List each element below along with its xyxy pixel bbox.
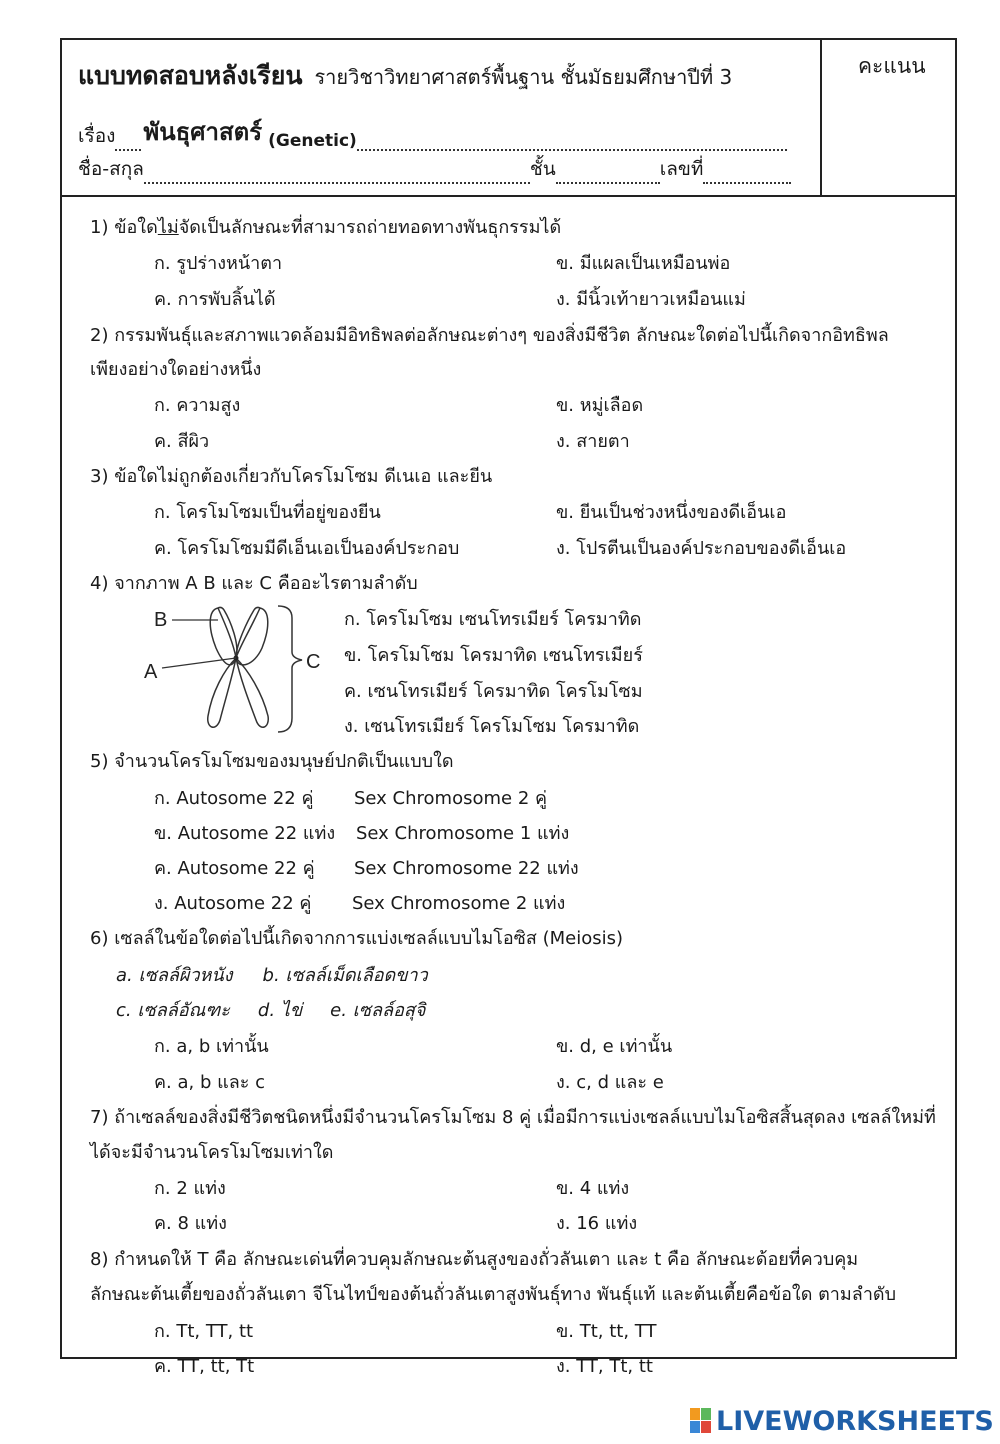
label-c: C [306,651,321,673]
topic-title: พันธุศาสตร์ [143,118,263,146]
question-8-line1: 8) กำหนดให้ T คือ ลักษณะเด่นที่ควบคุมลักษณะต้นสูงของถั่วลันเตา และ t คือ ลักษณะด้อยที่ควบคุม [90,1249,859,1270]
q4-option-a[interactable]: ก. โครโมโซม เซนโทรเมียร์ โครมาทิด [344,609,642,630]
question-8-line2: ลักษณะต้นเตี้ยของถั่วลันเตา จีโนไทป์ของต้นถั่วลันเตาสูงพันธุ์ทาง พันธุ์แท้ และต้นเตี้ยคือข้อใด ตามลำดับ [90,1284,897,1305]
q7-option-c[interactable]: ค. 8 แท่ง [154,1213,227,1234]
name-label: ชื่อ-สกุล [78,158,144,180]
question-4: 4) จากภาพ A B และ C คืออะไรตามลำดับ [90,573,418,594]
q6-item-e: e. เซลล์อสุจิ [330,1000,426,1021]
title-line [78,56,732,96]
q1-option-a[interactable]: ก. รูปร่างหน้าตา [154,253,283,274]
q4-option-c[interactable]: ค. เซนโทรเมียร์ โครมาทิด โครโมโซม [344,681,643,702]
q7-option-d[interactable]: ง. 16 แท่ง [556,1213,638,1234]
label-a: A [144,661,158,683]
header [62,40,955,197]
score-box[interactable] [822,40,955,195]
q7-option-a[interactable]: ก. 2 แท่ง [154,1178,226,1199]
question-7-line1: 7) ถ้าเซลล์ของสิ่งมีชีวิตชนิดหนึ่งมีจำนวนโครโมโซม 8 คู่ เมื่อมีการแบ่งเซลล์แบบไมโอซิสสิ้นสุดลง เซลล์ใหม่ที่ [90,1107,936,1128]
q3-option-a[interactable]: ก. โครโมโซมเป็นที่อยู่ของยีน [154,502,381,523]
q7-option-b[interactable]: ข. 4 แท่ง [556,1178,630,1199]
number-label: เลขที่ [659,158,704,180]
q6-item-b: b. เซลล์เม็ดเลือดขาว [262,965,428,986]
topic-dots-lead [115,145,141,151]
q3-option-c[interactable]: ค. โครโมโซมมีดีเอ็นเอเป็นองค์ประกอบ [154,538,460,559]
q5-option-a[interactable] [154,783,548,812]
score-label: คะแนน [858,54,926,78]
worksheet [60,38,957,1377]
topic-label: เรื่อง [78,125,116,147]
q2-option-a[interactable]: ก. ความสูง [154,395,241,416]
q5-option-c[interactable] [154,853,579,882]
logo-text: LIVEWORKSHEETS [716,1405,994,1437]
q6-items-line2 [116,995,425,1024]
topic-title-en: (Genetic) [268,131,357,151]
q5-option-b[interactable] [154,818,570,847]
chromosome-shape [208,607,269,727]
name-field[interactable] [144,178,530,184]
question-1-text-pre: 1) ข้อใด [90,217,158,238]
liveworksheets-logo[interactable] [690,1404,994,1438]
q8-option-d[interactable]: ง. TT, Tt, tt [556,1356,653,1377]
q5-option-d-autosome: ง. Autosome 22 คู่ [154,893,312,914]
q5-option-b-sex: Sex Chromosome 1 แท่ง [356,823,570,844]
q6-items-line1 [116,960,428,989]
q2-option-b[interactable]: ข. หมู่เลือด [556,395,644,416]
q6-option-a[interactable]: ก. a, b เท่านั้น [154,1036,269,1057]
question-1-text-post: จัดเป็นลักษณะที่สามารถถ่ายทอดทางพันธุกรรมได้ [178,217,562,238]
q1-option-c[interactable]: ค. การพับลิ้นได้ [154,289,276,310]
label-c-brace [278,606,302,732]
label-b: B [154,609,168,631]
q8-option-c[interactable]: ค. TT, tt, Tt [154,1356,255,1377]
topic-line [78,112,787,151]
question-2-line2: เพียงอย่างใดอย่างหนึ่ง [90,359,262,380]
q5-option-d[interactable] [154,888,566,917]
chromosome-diagram [132,600,332,740]
number-field[interactable] [703,178,791,184]
topic-dots [357,145,787,151]
q4-option-d[interactable]: ง. เซนโทรเมียร์ โครโมโซม โครมาทิด [344,716,640,737]
question-3: 3) ข้อใดไม่ถูกต้องเกี่ยวกับโครโมโซม ดีเนเอ และยีน [90,466,493,487]
q4-option-b[interactable]: ข. โครโมโซม โครมาทิด เซนโทรเมียร์ [344,645,643,666]
question-2-line1: 2) กรรมพันธุ์และสภาพแวดล้อมมีอิทธิพลต่อลักษณะต่างๆ ของสิ่งมีชีวิต ลักษณะใดต่อไปนี้เกิดจากอิทธิพล [90,325,889,346]
question-1 [90,212,561,241]
q1-option-d[interactable]: ง. มีนิ้วเท้ายาวเหมือนแม่ [556,289,746,310]
q5-option-c-autosome: ค. Autosome 22 คู่ [154,858,315,879]
question-7-line2: ได้จะมีจำนวนโครโมโซมเท่าใด [90,1142,334,1163]
q2-option-c[interactable]: ค. สีผิว [154,431,210,452]
class-field[interactable] [556,178,660,184]
question-1-underlined: ไม่ [157,217,179,238]
q6-option-c[interactable]: ค. a, b และ c [154,1072,266,1093]
q8-option-a[interactable]: ก. Tt, TT, tt [154,1321,254,1342]
q6-item-d: d. ไข่ [257,1000,303,1021]
header-info [62,40,822,195]
q5-option-a-autosome: ก. Autosome 22 คู่ [154,788,314,809]
question-6: 6) เซลล์ในข้อใดต่อไปนี้เกิดจากการแบ่งเซลล์แบบไมโอซิส (Meiosis) [90,928,624,949]
q5-option-c-sex: Sex Chromosome 22 แท่ง [354,858,579,879]
title-subject: รายวิชาวิทยาศาสตร์พื้นฐาน ชั้นมัธยมศึกษาปีที่ 3 [314,65,733,89]
logo-mark-icon [690,1408,712,1434]
question-5: 5) จำนวนโครโมโซมของมนุษย์ปกติเป็นแบบใด [90,751,454,772]
q3-option-d[interactable]: ง. โปรตีนเป็นองค์ประกอบของดีเอ็นเอ [556,538,847,559]
q3-option-b[interactable]: ข. ยีนเป็นช่วงหนึ่งของดีเอ็นเอ [556,502,787,523]
q6-item-a: a. เซลล์ผิวหนัง [116,965,233,986]
student-line [78,154,791,184]
q1-option-b[interactable]: ข. มีแผลเป็นเหมือนพ่อ [556,253,731,274]
q6-option-b[interactable]: ข. d, e เท่านั้น [556,1036,673,1057]
q6-option-d[interactable]: ง. c, d และ e [556,1072,664,1093]
q6-item-c: c. เซลล์อัณฑะ [116,1000,230,1021]
q8-option-b[interactable]: ข. Tt, tt, TT [556,1321,657,1342]
q2-option-d[interactable]: ง. สายตา [556,431,630,452]
class-label: ชั้น [529,158,556,180]
q5-option-b-autosome: ข. Autosome 22 แท่ง [154,823,336,844]
title-bold: แบบทดสอบหลังเรียน [78,61,303,90]
q5-option-d-sex: Sex Chromosome 2 แท่ง [352,893,566,914]
q5-option-a-sex: Sex Chromosome 2 คู่ [354,788,548,809]
